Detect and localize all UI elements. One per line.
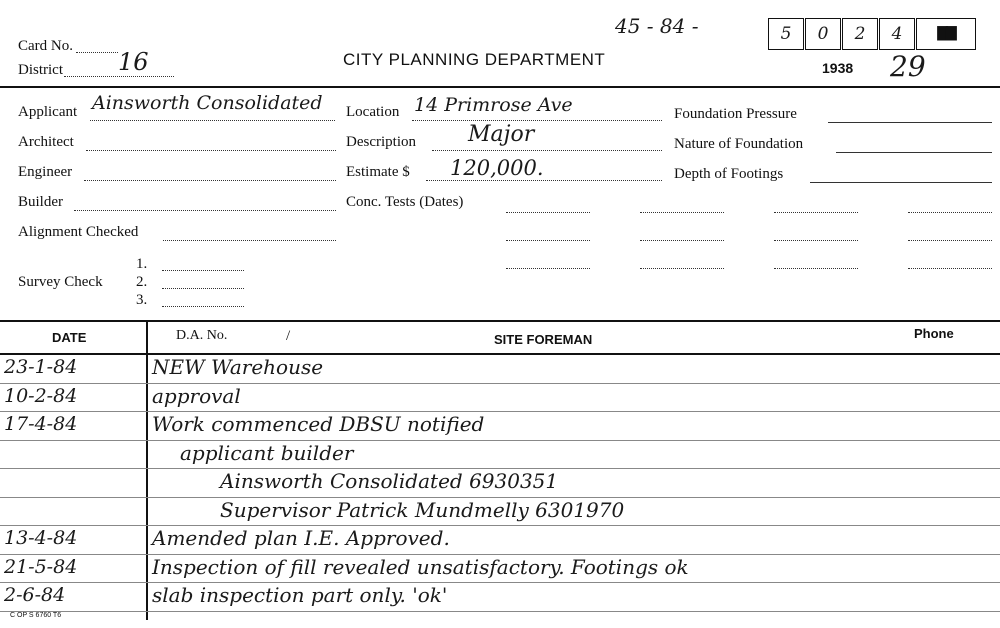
conc-line-2c <box>774 240 858 241</box>
conc-line-1c <box>774 212 858 213</box>
conc-line-3d <box>908 268 992 269</box>
number-box-4: 4 <box>879 18 915 50</box>
table-row-entry: Work commenced DBSU notified <box>152 412 485 436</box>
table-row-date: 21-5-84 <box>4 555 78 578</box>
applicant-label: Applicant <box>18 104 78 120</box>
table-row-date: 2-6-84 <box>4 584 66 606</box>
applicant-value: Ainsworth Consolidated <box>92 92 323 114</box>
table-row-entry: applicant builder <box>180 440 354 465</box>
applicant-line <box>90 120 335 121</box>
conc-line-1b <box>640 212 724 213</box>
year-printed: 1938 <box>822 60 854 76</box>
builder-line <box>74 210 336 211</box>
conc-line-2d <box>908 240 992 241</box>
survey-item-2: 2. <box>136 274 148 290</box>
table-row-rule <box>0 525 1000 526</box>
district-line <box>64 76 174 77</box>
survey-line-1 <box>162 270 244 271</box>
header-rule <box>0 86 1000 88</box>
card-no-label: Card No. <box>18 38 73 54</box>
number-box-2: 0 <box>805 18 841 50</box>
col-da-no: D.A. No. <box>176 328 228 343</box>
district-label: District <box>18 62 63 78</box>
table-row-entry: Inspection of fill revealed unsatisfactory. Footings ok <box>152 554 689 579</box>
date-column-divider <box>146 320 148 620</box>
table-row-date: 10-2-84 <box>4 384 78 407</box>
card-no-line <box>76 52 118 53</box>
col-site-foreman: SITE FOREMAN <box>494 332 593 347</box>
survey-item-1: 1. <box>136 256 148 272</box>
alignment-line <box>163 240 336 241</box>
engineer-line <box>84 180 336 181</box>
table-row-entry: Amended plan I.E. Approved. <box>152 526 450 550</box>
survey-check-label: Survey Check <box>18 274 103 290</box>
table-row-rule <box>0 611 1000 612</box>
table-row-rule <box>0 582 1000 583</box>
engineer-label: Engineer <box>18 164 73 180</box>
conc-line-2b <box>640 240 724 241</box>
col-date: DATE <box>52 330 87 345</box>
table-row-date: 13-4-84 <box>4 527 78 549</box>
conc-line-1a <box>506 212 590 213</box>
depth-label: Depth of Footings <box>674 166 784 182</box>
table-header-rule <box>0 353 1000 355</box>
estimate-label: Estimate $ <box>346 164 410 180</box>
table-row-date: 23-1-84 <box>4 356 78 378</box>
table-row-rule <box>0 411 1000 412</box>
number-box-1: 5 <box>768 18 804 50</box>
foundation-pressure-line <box>828 122 992 123</box>
description-label: Description <box>346 134 416 150</box>
estimate-value: 120,000. <box>450 156 544 180</box>
table-row-rule <box>0 383 1000 384</box>
table-row-entry: NEW Warehouse <box>152 355 324 379</box>
survey-line-3 <box>162 306 244 307</box>
table-row-entry: Ainsworth Consolidated 6930351 <box>220 469 559 493</box>
survey-item-3: 3. <box>136 292 148 308</box>
description-value: Major <box>468 122 535 147</box>
col-da-mark: / <box>286 328 291 344</box>
survey-line-2 <box>162 288 244 289</box>
depth-line <box>810 182 992 183</box>
ref-number: 45 - 84 - <box>615 14 699 38</box>
col-phone: Phone <box>914 326 954 341</box>
builder-label: Builder <box>18 194 63 210</box>
location-label: Location <box>346 104 400 120</box>
table-top-rule <box>0 320 1000 322</box>
nature-line <box>836 152 992 153</box>
page-title: CITY PLANNING DEPARTMENT <box>343 50 606 69</box>
foundation-pressure-label: Foundation Pressure <box>674 106 797 122</box>
table-row-date: 17-4-84 <box>4 413 78 435</box>
table-row-entry: approval <box>152 383 241 408</box>
table-row-entry: slab inspection part only. 'ok' <box>152 583 448 607</box>
table-row-rule <box>0 440 1000 441</box>
conc-line-2a <box>506 240 590 241</box>
nature-label: Nature of Foundation <box>674 136 804 152</box>
location-line <box>412 120 662 121</box>
footer-code: C OP S 6760 T6 <box>10 612 62 619</box>
architect-line <box>86 150 336 151</box>
conc-line-3c <box>774 268 858 269</box>
district-value: 16 <box>118 48 149 76</box>
alignment-label: Alignment Checked <box>18 224 139 240</box>
conc-line-3a <box>506 268 590 269</box>
location-value: 14 Primrose Ave <box>414 94 573 116</box>
number-box-5: ▇▇ <box>916 18 976 50</box>
table-row-entry: Supervisor Patrick Mundmelly 6301970 <box>220 497 625 522</box>
number-box-3: 2 <box>842 18 878 50</box>
conc-line-1d <box>908 212 992 213</box>
conc-tests-label: Conc. Tests (Dates) <box>346 194 464 210</box>
architect-label: Architect <box>18 134 74 150</box>
description-line <box>432 150 662 151</box>
conc-line-3b <box>640 268 724 269</box>
estimate-line <box>426 180 662 181</box>
year-suffix: 29 <box>890 50 926 83</box>
